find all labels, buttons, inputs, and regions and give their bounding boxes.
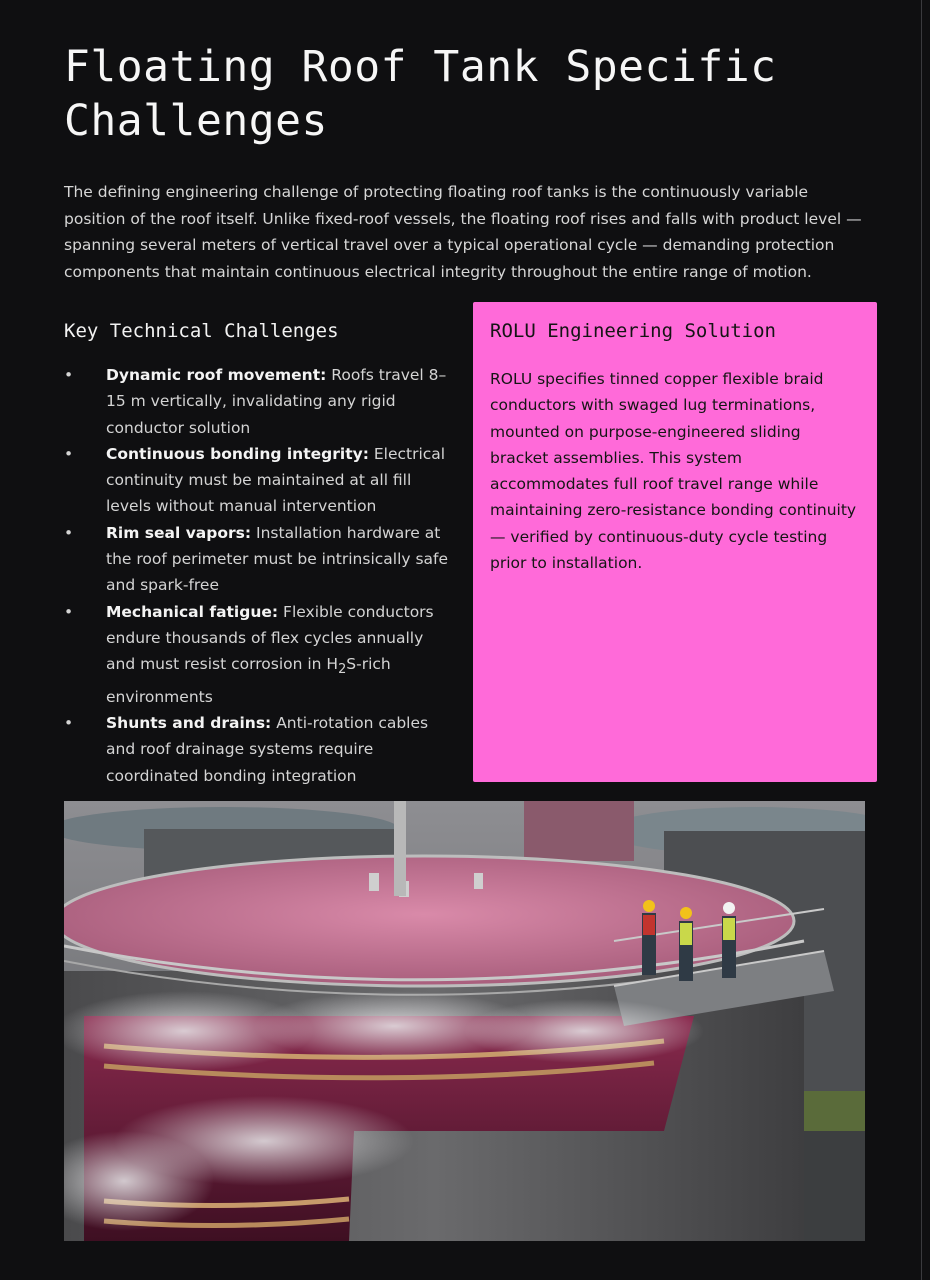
challenge-text: Electrical continuity must be maintained at all fill levels without manual intervention <box>106 444 446 516</box>
challenge-term: Dynamic roof movement: <box>106 366 327 384</box>
challenges-list <box>64 362 456 789</box>
bullet-icon: • <box>64 366 74 384</box>
challenge-text: Flexible conductors endure thousands of flex cycles annually and must resist corrosion in H <box>106 602 434 674</box>
page-title: Floating Roof Tank Specific Challenges <box>64 42 777 146</box>
challenge-text: Installation hardware at the roof perimeter must be intrinsically safe and spark-free <box>106 523 449 595</box>
challenge-term: Shunts and drains: <box>106 713 272 732</box>
list-item <box>64 362 456 441</box>
bullet-icon: • <box>64 713 74 732</box>
challenge-text: Roofs travel 8–15 m vertically, invalidating any rigid conductor solution <box>106 366 447 437</box>
challenge-term: Mechanical fatigue: <box>106 602 279 621</box>
challenge-text-after: S-rich environments <box>106 655 391 706</box>
challenge-text: Anti-rotation cables and roof drainage systems require coordinated bonding integration <box>106 713 429 785</box>
solution-callout <box>473 302 877 782</box>
intro-paragraph: The defining engineering challenge of protecting floating roof tanks is the continuously variable position of the roof itself. Unlike fixed-roof vessels, the floating roof rises and falls with product level — spanning several meters of vertical travel over a typical operational cycle — demanding protection components that maintain continuous electrical integrity throughout the entire range of motion. <box>64 183 862 281</box>
challenge-term: Continuous bonding integrity: <box>106 444 369 463</box>
bullet-icon: • <box>64 523 74 542</box>
list-item <box>64 441 456 520</box>
challenges-heading: Key Technical Challenges <box>64 320 339 342</box>
subscript: 2 <box>338 662 347 678</box>
solution-body: ROLU specifies tinned copper flexible braid conductors with swaged lug terminations, mounted on purpose-engineered sliding bracket assemblies. This system accommodates full roof travel range while maintaining zero-resistance bonding continuity — verified by continuous-duty cycle testing prior to installation. <box>490 370 857 573</box>
solution-heading: ROLU Engineering Solution <box>490 320 776 342</box>
tank-photo-icon <box>64 801 865 1241</box>
list-item <box>64 520 456 599</box>
list-item <box>64 599 456 710</box>
list-item <box>64 710 456 789</box>
bullet-icon: • <box>64 602 74 621</box>
challenge-term: Rim seal vapors: <box>106 523 252 542</box>
bullet-icon: • <box>64 444 74 463</box>
page-edge-divider <box>921 0 922 1280</box>
challenges-column <box>64 316 456 789</box>
